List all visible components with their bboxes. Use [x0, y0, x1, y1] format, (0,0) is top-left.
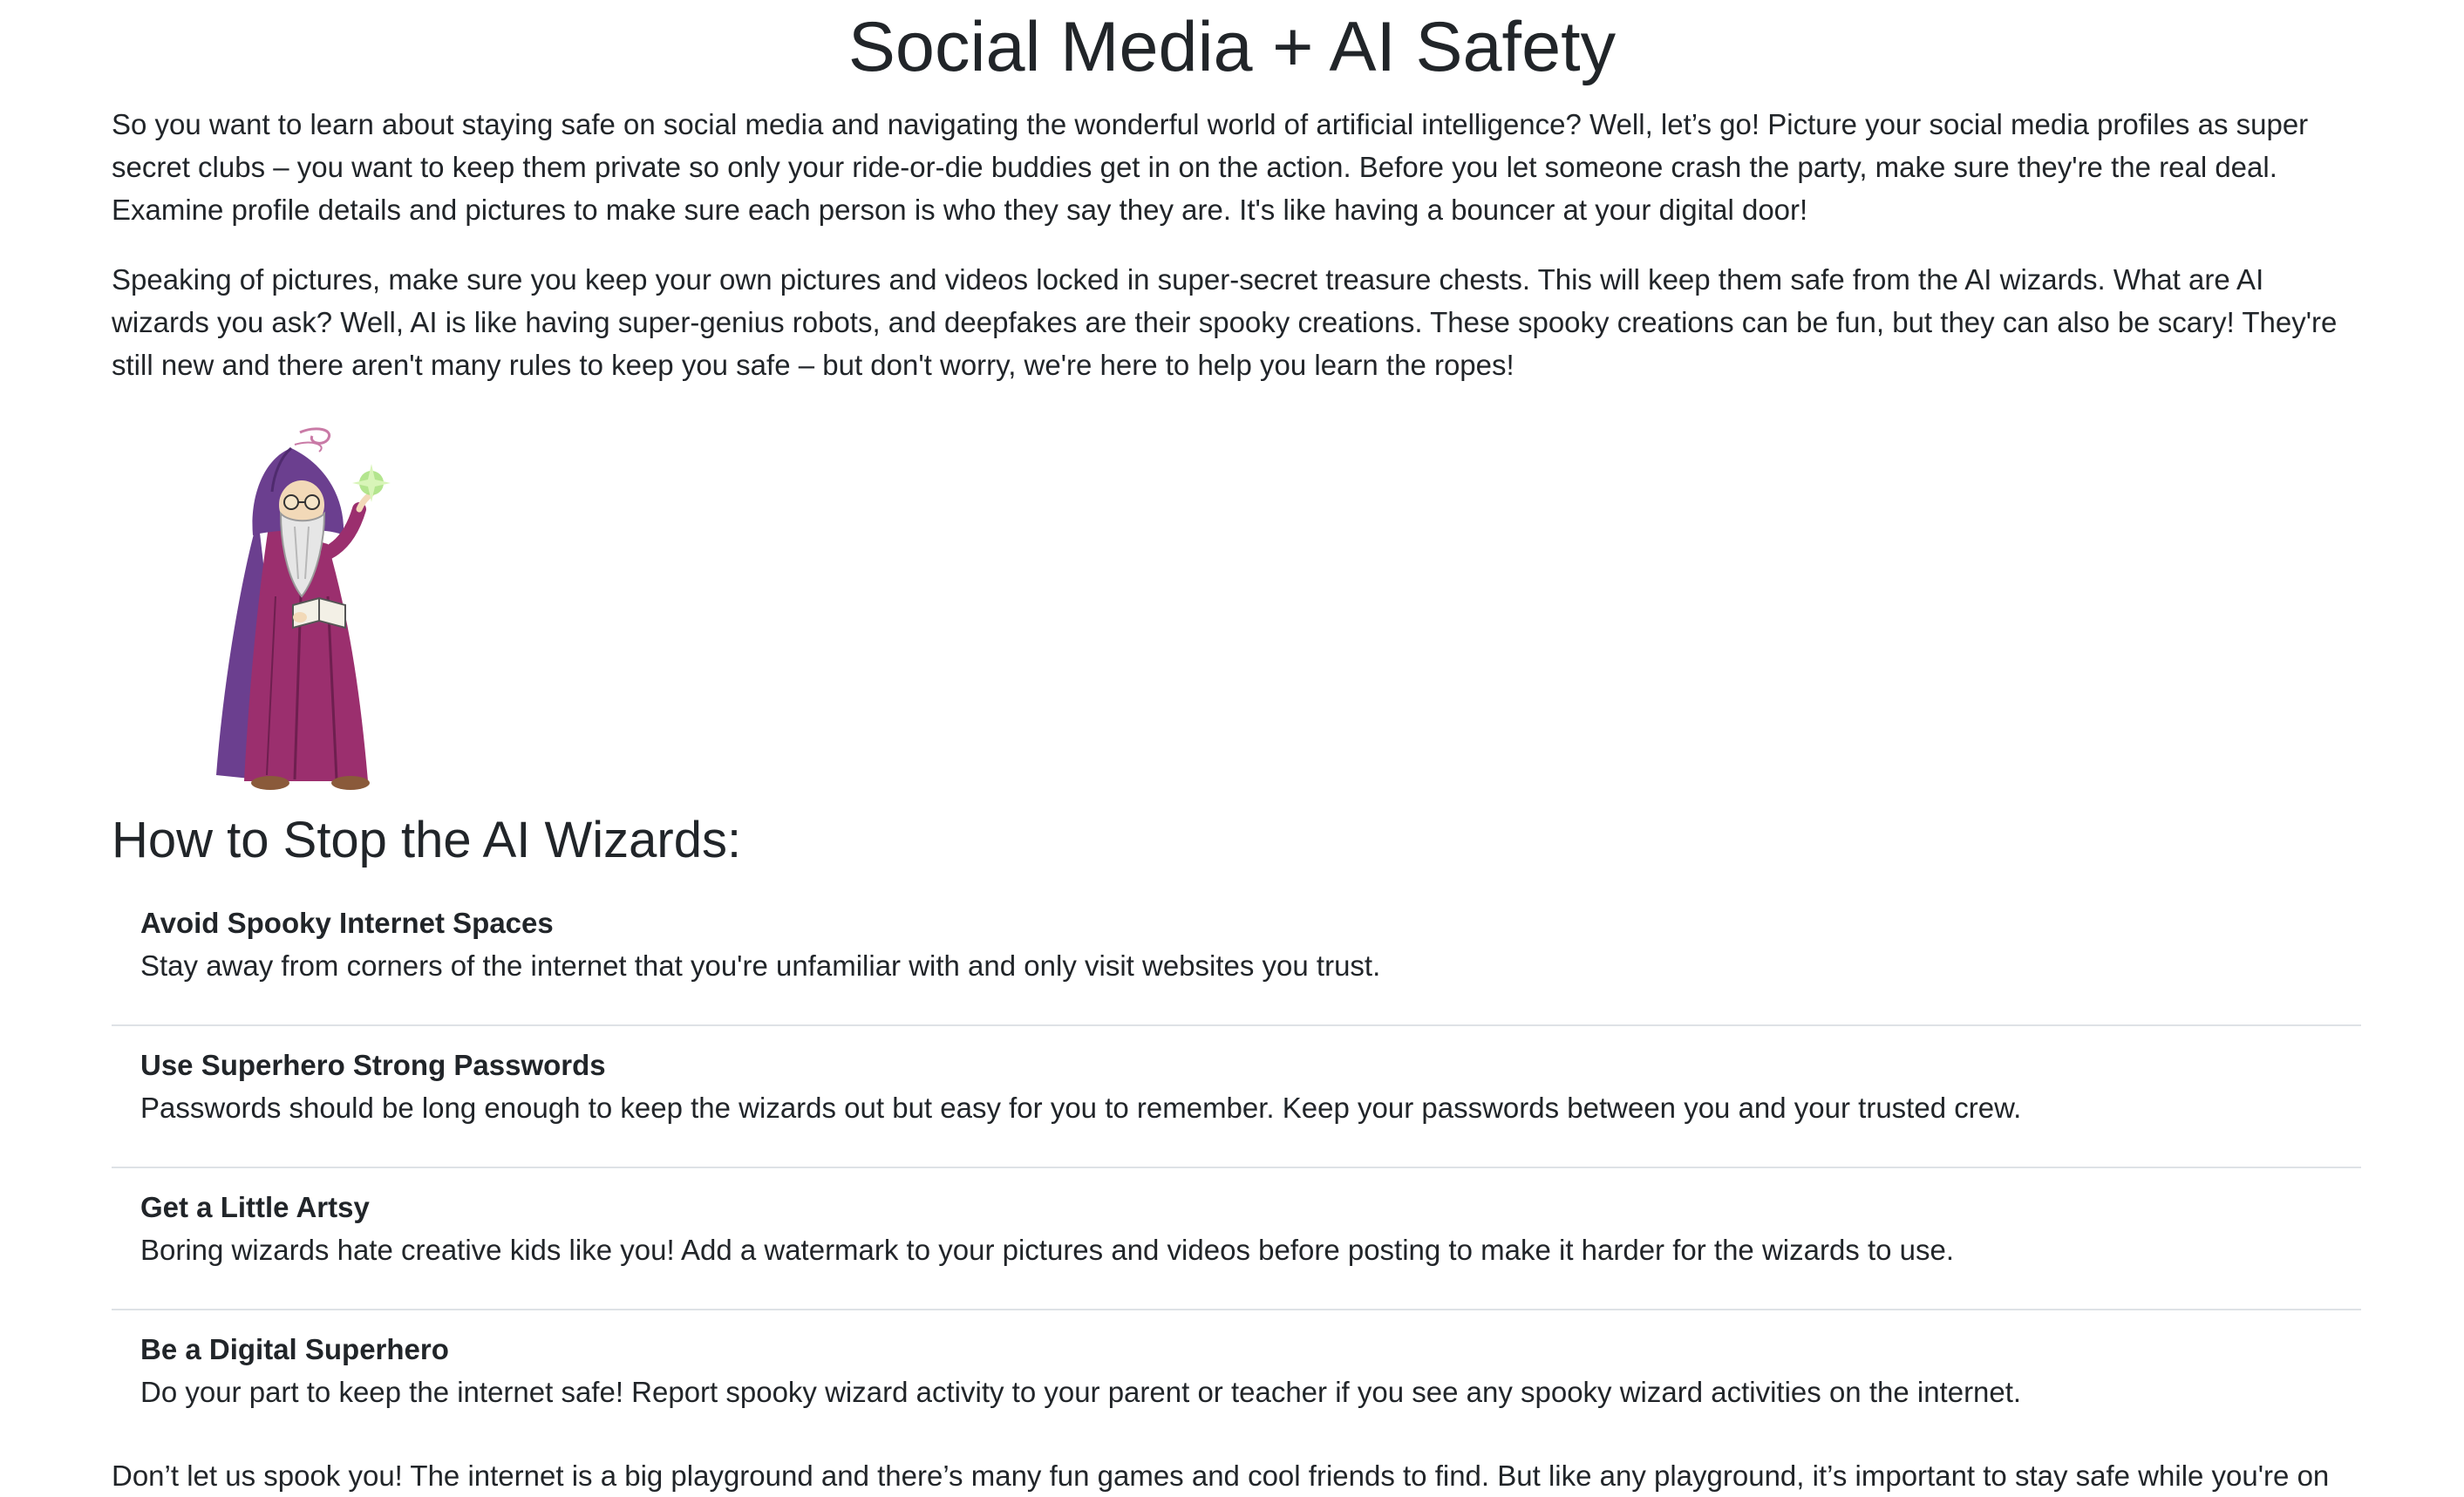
- list-item: [112, 1168, 2361, 1310]
- tip-text: Passwords should be long enough to keep the wizards out but easy for you to remember. Keep your passwords between you and your trusted crew.: [140, 1092, 2022, 1124]
- tip-text: Boring wizards hate creative kids like you! Add a watermark to your pictures and videos before posting to make it harder for the wizards to use.: [140, 1234, 1955, 1266]
- tip-title: Avoid Spooky Internet Spaces: [140, 907, 554, 939]
- page-title: Social Media + AI Safety: [847, 8, 1617, 86]
- intro-paragraph-2: Speaking of pictures, make sure you keep your own pictures and videos locked in super-secret treasure chests. This will keep them safe from the AI wizards. What are AI wizards you ask? Well, AI is like having super-genius robots, and deepfakes are their spooky creations. These spooky creations can be fun, but they can also be scary! They're still new and there aren't many rules to keep you safe – but don't worry, we're here to help you learn the ropes!: [112, 263, 2338, 381]
- tip-text: Stay away from corners of the internet that you're unfamiliar with and only visit websites you trust.: [140, 949, 1381, 982]
- list-item: [112, 1310, 2361, 1453]
- tips-list: [112, 884, 2361, 1453]
- tip-text: Do your part to keep the internet safe! Report spooky wizard activity to your parent or teacher if you see any spooky wizard activities on the internet.: [140, 1376, 2022, 1408]
- list-item: [112, 1026, 2361, 1168]
- section-heading: How to Stop the AI Wizards:: [112, 812, 742, 868]
- intro-paragraph-1: So you want to learn about staying safe on social media and navigating the wonderful world of artificial intelligence? Well, let’s go! Picture your social media profiles as super secret clubs – you want to keep them private so only your ride-or-die buddies get in on the action. Before you let someone crash the party, make sure they're the real deal. Examine profile details and pictures to make sure each person is who they say they are. It's like having a bouncer at your digital door!: [112, 108, 2309, 226]
- tip-title: Get a Little Artsy: [140, 1191, 370, 1223]
- list-item: [112, 884, 2361, 1026]
- wizard-illustration: [197, 422, 415, 797]
- tip-title: Be a Digital Superhero: [140, 1333, 449, 1365]
- tip-title: Use Superhero Strong Passwords: [140, 1049, 606, 1081]
- closing-paragraph: Don’t let us spook you! The internet is a big playground and there’s many fun games and cool friends to find. But like any playground, it’s important to stay safe while you're on: [112, 1460, 2330, 1492]
